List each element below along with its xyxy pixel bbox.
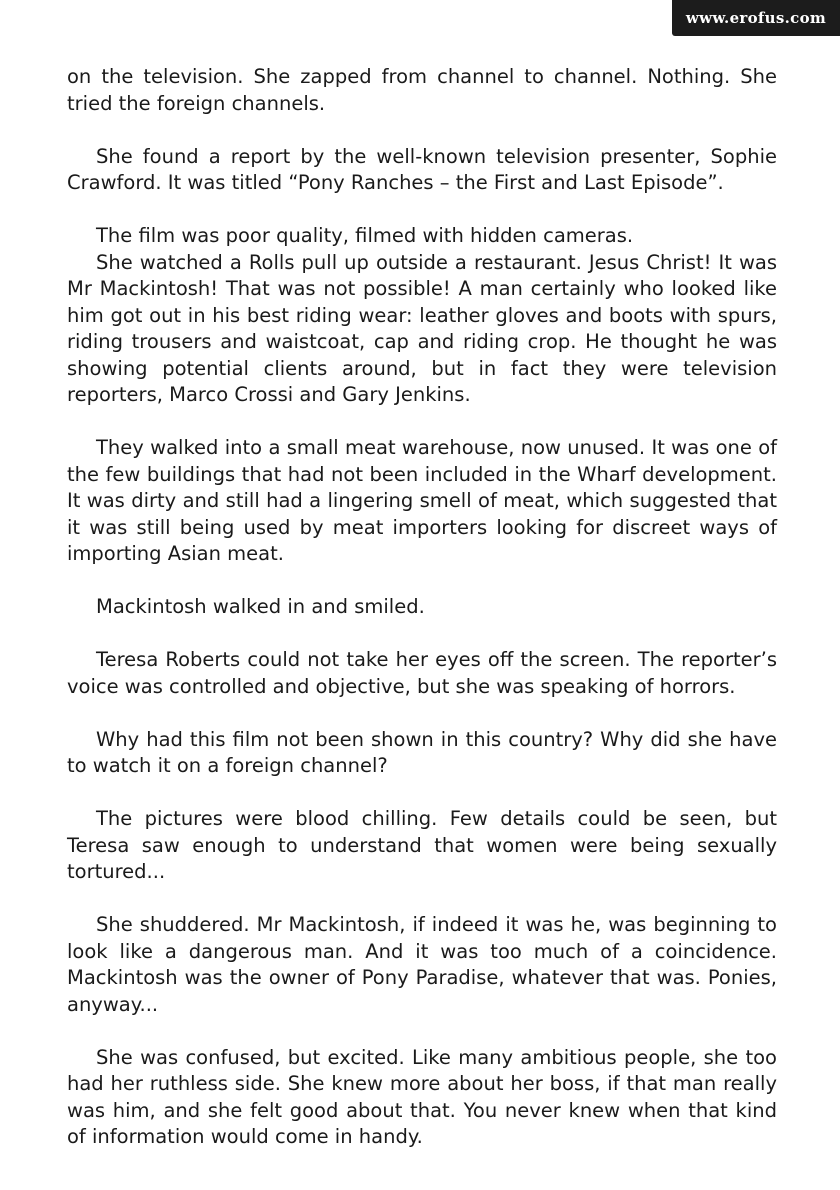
watermark-text: www.erofus.com [685, 9, 827, 27]
paragraph-4: She watched a Rolls pull up outside a restaurant. Jesus Christ! It was Mr Mackintosh! That was not possible! A man certainly who looked like him got out in his best riding wear: leather gloves and boots with spurs, riding trousers and waistcoat, cap and riding crop. He thought he was showing potential clients around, but in fact they were television reporters, Marco Crossi and Gary Jenkins. [67, 250, 777, 406]
paragraph-3: The film was poor quality, filmed with hidden cameras. [96, 224, 634, 247]
site-watermark [672, 0, 840, 36]
page-body [67, 64, 777, 1177]
paragraph-11: She was confused, but excited. Like many ambitious people, she too had her ruthless side. She knew more about her boss, if that man really was him, and she felt good about that. You never knew when that kind of information would come in handy. [67, 1045, 777, 1148]
paragraph-10: She shuddered. Mr Mackintosh, if indeed it was he, was beginning to look like a dangerous man. And it was too much of a coincidence. Mackintosh was the owner of Pony Paradise, whatever that was. Ponies, anyway... [67, 913, 777, 1016]
paragraph-1: on the television. She zapped from channel to channel. Nothing. She tried the foreign channels. [67, 65, 777, 115]
paragraph-5: They walked into a small meat warehouse, now unused. It was one of the few buildings that had not been included in the Wharf development. It was dirty and still had a lingering smell of meat, which suggested that it was still being used by meat importers looking for discreet ways of importing Asian meat. [67, 436, 777, 565]
paragraph-8: Why had this film not been shown in this country? Why did she have to watch it on a foreign channel? [67, 727, 777, 777]
paragraph-9: The pictures were blood chilling. Few details could be seen, but Teresa saw enough to understand that women were being sexually tortured... [67, 807, 777, 883]
paragraph-7: Teresa Roberts could not take her eyes off the screen. The reporter’s voice was controlled and objective, but she was speaking of horrors. [67, 648, 777, 698]
paragraph-6: Mackintosh walked in and smiled. [96, 595, 425, 618]
paragraph-2: She found a report by the well-known television presenter, Sophie Crawford. It was titled “Pony Ranches – the First and Last Episode”. [67, 144, 777, 194]
